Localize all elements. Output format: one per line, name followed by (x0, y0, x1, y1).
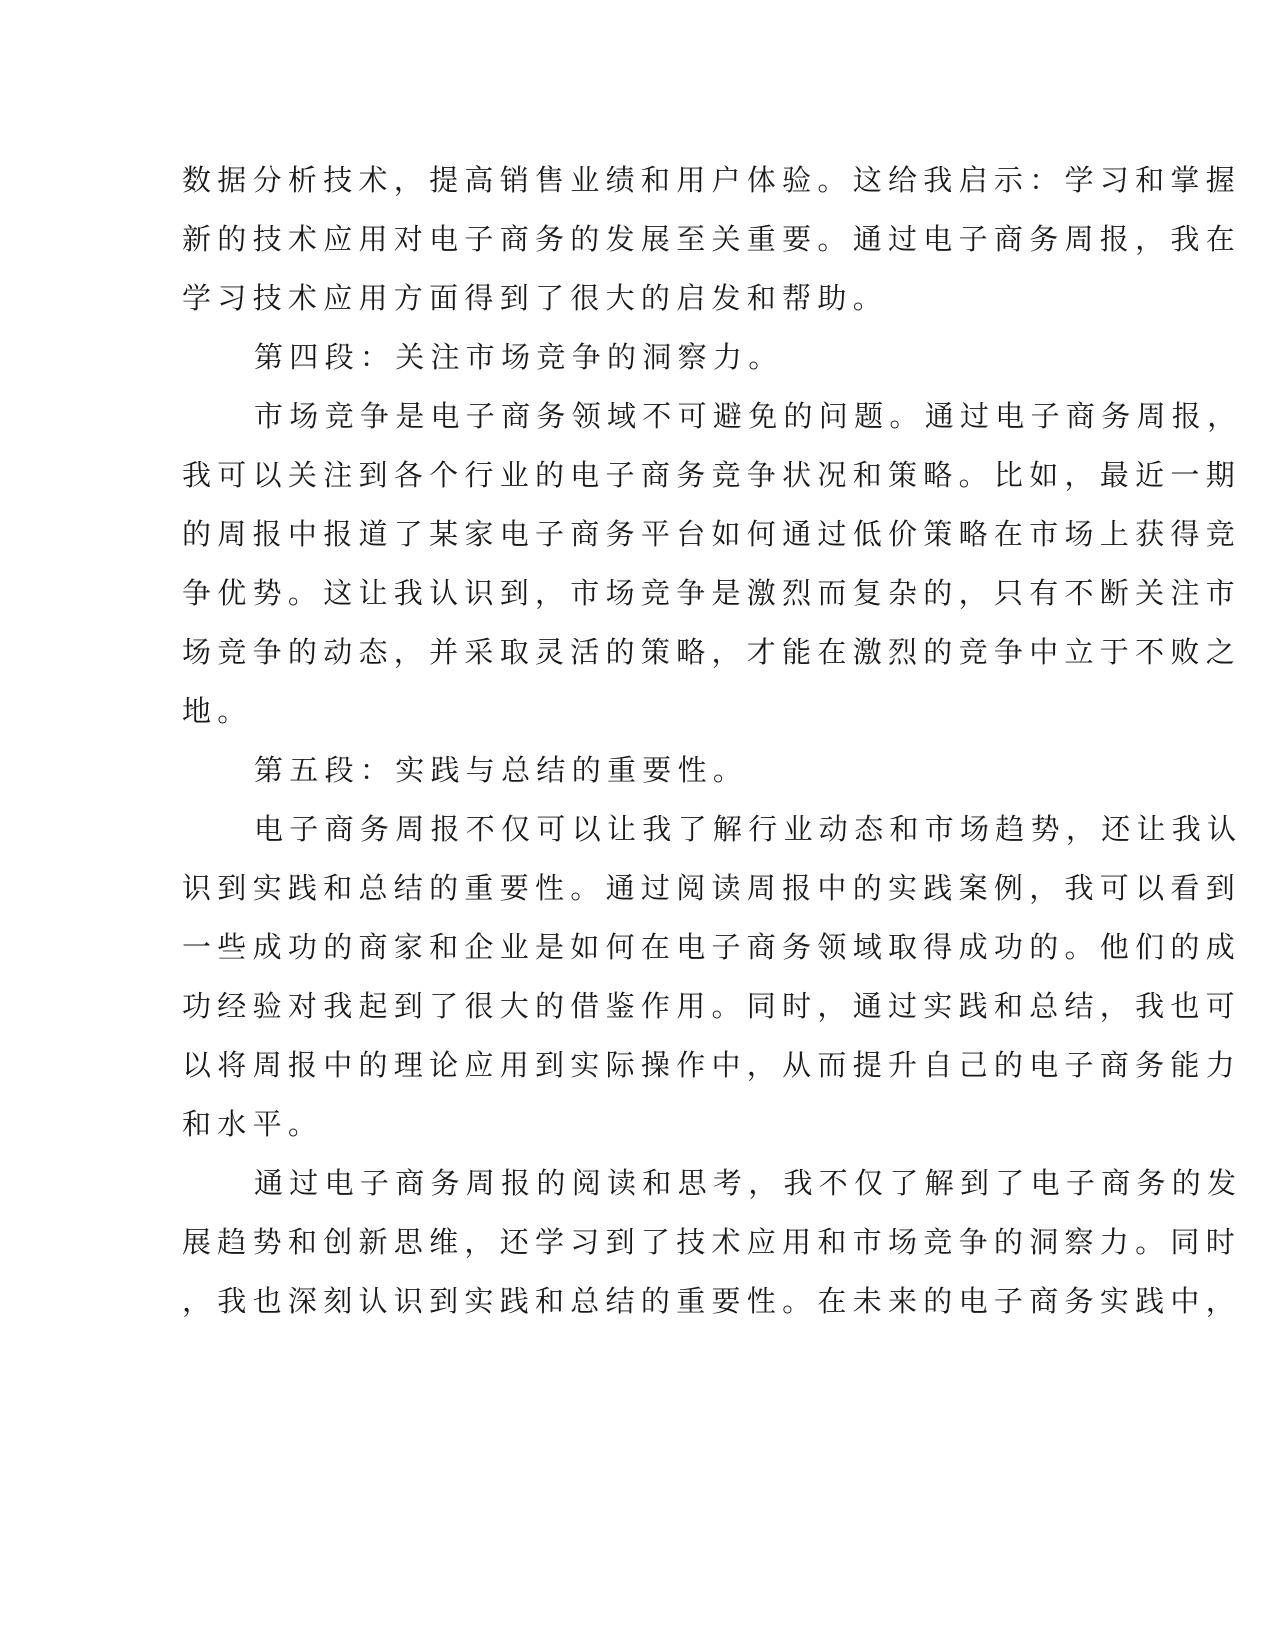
body-text-line: 地。 (182, 694, 253, 728)
body-text-line: 我可以关注到各个行业的电子商务竞争状况和策略。比如，最近一期 (182, 458, 1242, 492)
body-text-line: 一些成功的商家和企业是如何在电子商务领域取得成功的。他们的成 (182, 930, 1242, 964)
section-heading-4: 第四段：关注市场竞争的洞察力。 (254, 340, 784, 374)
body-text-line: 学习技术应用方面得到了很大的启发和帮助。 (182, 281, 889, 315)
body-text-line: 识到实践和总结的重要性。通过阅读周报中的实践案例，我可以看到 (182, 871, 1242, 905)
body-text-line: 新的技术应用对电子商务的发展至关重要。通过电子商务周报，我在 (182, 222, 1242, 256)
section-heading-5: 第五段：实践与总结的重要性。 (254, 753, 749, 787)
body-text-line: 的周报中报道了某家电子商务平台如何通过低价策略在市场上获得竞 (182, 517, 1242, 551)
body-text-line: 通过电子商务周报的阅读和思考，我不仅了解到了电子商务的发 (254, 1166, 1243, 1200)
body-text-line: 功经验对我起到了很大的借鉴作用。同时，通过实践和总结，我也可 (182, 989, 1242, 1023)
body-text-line: 场竞争的动态，并采取灵活的策略，才能在激烈的竞争中立于不败之 (182, 635, 1242, 669)
body-text-line: ，我也深刻认识到实践和总结的重要性。在未来的电子商务实践中， (182, 1284, 1242, 1318)
body-text-line: 市场竞争是电子商务领域不可避免的问题。通过电子商务周报， (254, 399, 1243, 433)
body-text-line: 展趋势和创新思维，还学习到了技术应用和市场竞争的洞察力。同时 (182, 1225, 1242, 1259)
body-text-line: 电子商务周报不仅可以让我了解行业动态和市场趋势，还让我认 (254, 812, 1243, 846)
body-text-line: 争优势。这让我认识到，市场竞争是激烈而复杂的，只有不断关注市 (182, 576, 1242, 610)
body-text-line: 数据分析技术，提高销售业绩和用户体验。这给我启示：学习和掌握 (182, 163, 1242, 197)
body-text-line: 以将周报中的理论应用到实际操作中，从而提升自己的电子商务能力 (182, 1048, 1242, 1082)
body-text-line: 和水平。 (182, 1107, 324, 1141)
